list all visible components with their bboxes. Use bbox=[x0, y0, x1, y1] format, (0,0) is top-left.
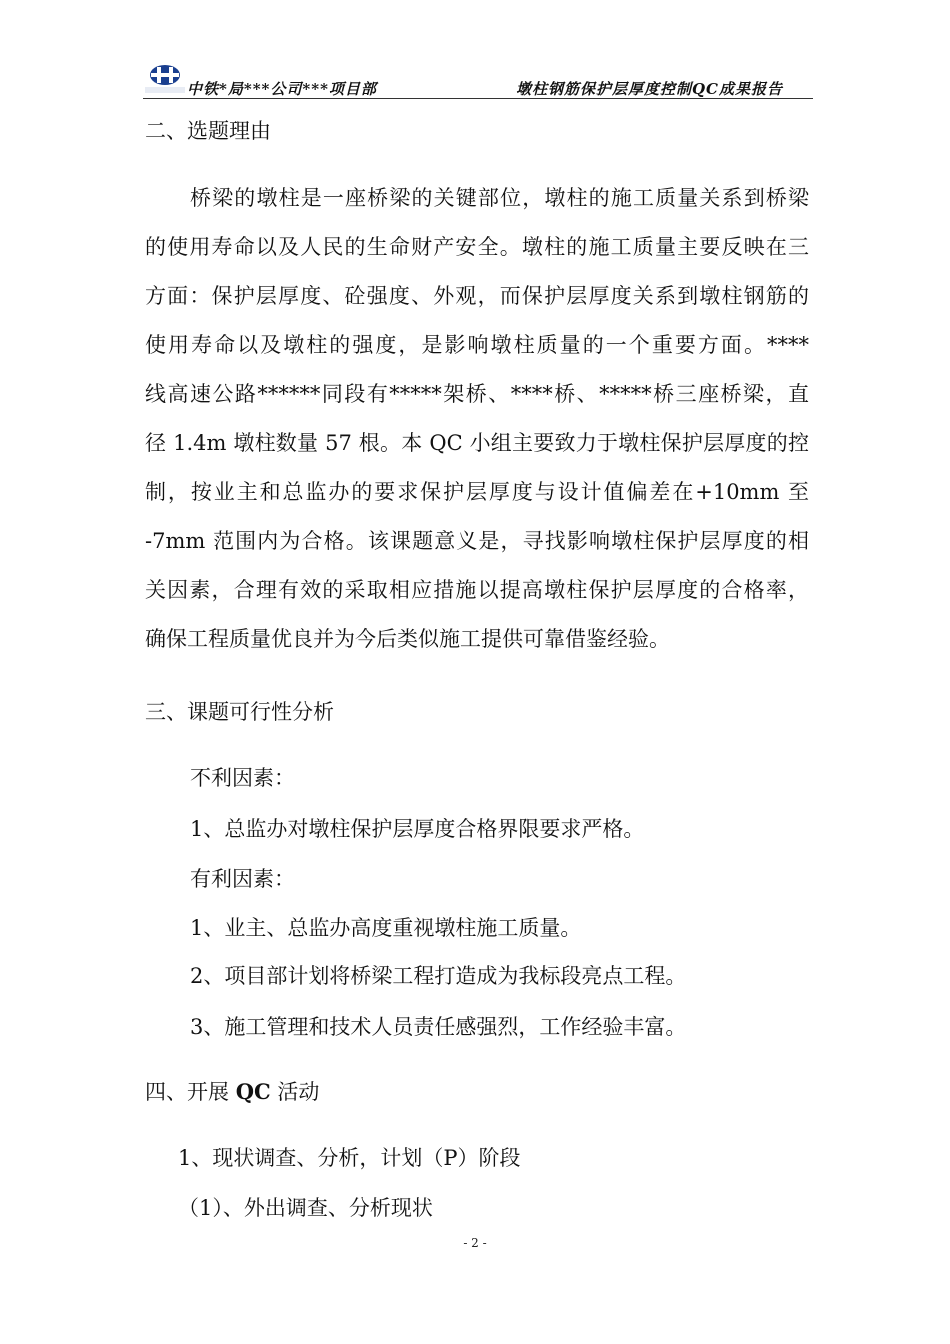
crcc-logo-icon bbox=[143, 64, 187, 94]
paragraph-line: 桥梁的墩柱是一座桥梁的关键部位，墩柱的施工质量关系到桥梁 bbox=[190, 186, 809, 210]
subheading-survey: （1）、外出调查、分析现状 bbox=[178, 1196, 433, 1220]
favorable-title: 有利因素： bbox=[190, 867, 295, 891]
paragraph-line: 确保工程质量优良并为今后类似施工提供可靠借鉴经验。 bbox=[145, 627, 670, 651]
subheading-plan-phase: 1、现状调查、分析，计划（P）阶段 bbox=[178, 1146, 521, 1170]
unfavorable-title: 不利因素： bbox=[190, 766, 295, 790]
paragraph-line: 制，按业主和总监办的要求保护层厚度与设计值偏差在+10mm 至 bbox=[145, 480, 809, 504]
paragraph-line: 使用寿命以及墩柱的强度，是影响墩柱质量的一个重要方面。**** bbox=[145, 333, 809, 357]
paragraph-line: -7mm 范围内为合格。该课题意义是，寻找影响墩柱保护层厚度的相 bbox=[145, 529, 809, 553]
section-heading-qc-activity bbox=[145, 1077, 319, 1107]
heading-prefix: 四、开展 bbox=[145, 1080, 236, 1104]
heading-qc: QC bbox=[235, 1079, 271, 1104]
section-heading-reason: 二、选题理由 bbox=[145, 119, 271, 143]
unfavorable-item: 1、总监办对墩柱保护层厚度合格界限要求严格。 bbox=[190, 817, 645, 841]
paragraph-line: 关因素，合理有效的采取相应措施以提高墩柱保护层厚度的合格率， bbox=[145, 578, 809, 602]
header-report-title: 墩柱钢筋保护层厚度控制QC成果报告 bbox=[515, 80, 783, 98]
header-divider bbox=[143, 98, 813, 99]
favorable-item-1: 1、业主、总监办高度重视墩柱施工质量。 bbox=[190, 916, 582, 940]
page-header bbox=[143, 62, 813, 98]
company-logo bbox=[143, 64, 187, 94]
paragraph-line: 的使用寿命以及人民的生命财产安全。墩柱的施工质量主要反映在三 bbox=[145, 235, 809, 259]
favorable-item-2: 2、项目部计划将桥梁工程打造成为我标段亮点工程。 bbox=[190, 964, 687, 988]
heading-suffix: 活动 bbox=[270, 1080, 320, 1104]
paragraph-line: 方面：保护层厚度、砼强度、外观，而保护层厚度关系到墩柱钢筋的 bbox=[145, 284, 809, 308]
paragraph-line: 线高速公路******同段有*****架桥、****桥、*****桥三座桥梁，直 bbox=[145, 382, 809, 406]
section-heading-feasibility: 三、课题可行性分析 bbox=[145, 700, 334, 724]
header-org-name: 中铁*局***公司***项目部 bbox=[187, 80, 377, 98]
page-number: - 2 - bbox=[463, 1236, 487, 1250]
paragraph-line: 径 1.4m 墩柱数量 57 根。本 QC 小组主要致力于墩柱保护层厚度的控 bbox=[145, 431, 809, 455]
favorable-item-3: 3、施工管理和技术人员责任感强烈，工作经验丰富。 bbox=[190, 1015, 687, 1039]
